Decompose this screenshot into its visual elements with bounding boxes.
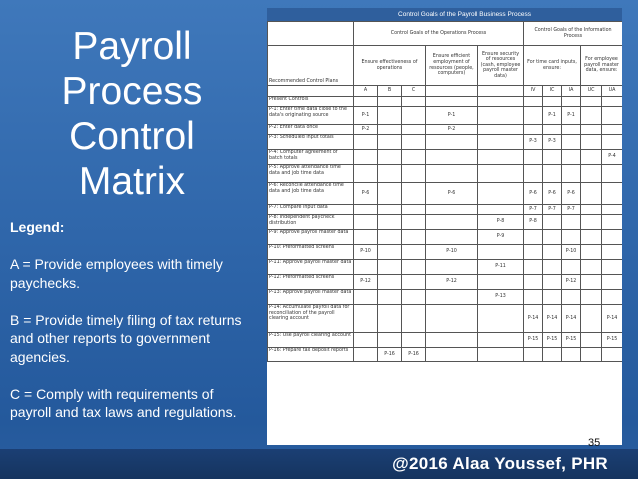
subheader-uc: UC [581, 86, 602, 97]
matrix-cell [426, 165, 478, 183]
matrix-cell [524, 290, 543, 305]
legend [10, 218, 250, 422]
subheader-iv: IV [524, 86, 543, 97]
matrix-cell [602, 205, 622, 215]
matrix-cell [402, 215, 426, 230]
matrix-cell: P-1 [426, 107, 478, 125]
matrix-cell [478, 107, 524, 125]
matrix-cell [426, 215, 478, 230]
matrix-cell [378, 165, 402, 183]
matrix-cell [402, 275, 426, 290]
matrix-cell [354, 205, 378, 215]
control-plan-name: P-16: Prepare tax deposit reports [268, 348, 354, 362]
matrix-cell [562, 260, 581, 275]
matrix-cell [543, 290, 562, 305]
matrix-cell [478, 205, 524, 215]
matrix-cell [524, 150, 543, 165]
matrix-cell [378, 260, 402, 275]
table-row [268, 333, 623, 348]
matrix-cell: P-9 [478, 230, 524, 245]
matrix-cell: P-1 [562, 107, 581, 125]
matrix-cell [581, 275, 602, 290]
control-plan-name: P-1: Enter time data close to the data's originating source [268, 107, 354, 125]
table-row [268, 275, 623, 290]
matrix-cell [426, 260, 478, 275]
table-row [268, 165, 623, 183]
matrix-cell [378, 150, 402, 165]
matrix-cell [402, 205, 426, 215]
matrix-cell [524, 348, 543, 362]
control-plan-name: P-15: Use payroll clearing account [268, 333, 354, 348]
matrix-cell [602, 183, 622, 205]
matrix-cell [354, 165, 378, 183]
control-plan-name: P-3: Scheduled input totals [268, 135, 354, 150]
matrix-table [267, 21, 622, 362]
matrix-cell: P-3 [524, 135, 543, 150]
subheader-b: B [378, 86, 402, 97]
matrix-cell [524, 107, 543, 125]
footer-bar [0, 449, 638, 479]
matrix-cell [402, 333, 426, 348]
table-row [268, 135, 623, 150]
title-line: Matrix [78, 160, 186, 203]
section-label: Present Controls [268, 97, 354, 107]
matrix-cell: P-14 [524, 305, 543, 333]
control-plan-name: P-9: Approve payroll master data [268, 230, 354, 245]
matrix-cell: P-6 [426, 183, 478, 205]
matrix-cell [524, 230, 543, 245]
matrix-cell [354, 215, 378, 230]
table-row [268, 245, 623, 260]
matrix-cell [543, 245, 562, 260]
matrix-cell: P-13 [478, 290, 524, 305]
control-plan-name: P-11: Approve payroll master data [268, 260, 354, 275]
matrix-cell: P-12 [426, 275, 478, 290]
matrix-cell [581, 135, 602, 150]
col-security: Ensure security of resources (cash, employee payroll master data) [478, 46, 524, 86]
control-plan-name: P-13: Approve payroll master data [268, 290, 354, 305]
matrix-cell [478, 305, 524, 333]
matrix-cell [478, 135, 524, 150]
subheader-ia: IA [562, 86, 581, 97]
matrix-cell [378, 125, 402, 135]
subheader-a: A [354, 86, 378, 97]
matrix-cell: P-7 [524, 205, 543, 215]
matrix-cell [581, 260, 602, 275]
matrix-cell [378, 107, 402, 125]
matrix-cell [478, 275, 524, 290]
matrix-cell [354, 150, 378, 165]
matrix-cell [402, 150, 426, 165]
matrix-cell: P-15 [562, 333, 581, 348]
subheader-blank [268, 86, 354, 97]
matrix-cell: P-12 [562, 275, 581, 290]
matrix-cell [524, 245, 543, 260]
matrix-cell: P-1 [543, 107, 562, 125]
matrix-cell [354, 290, 378, 305]
control-plan-name: P-12: Preformatted screens [268, 275, 354, 290]
matrix-cell [378, 290, 402, 305]
matrix-cell: P-6 [562, 183, 581, 205]
table-row [268, 150, 623, 165]
matrix-cell: P-2 [354, 125, 378, 135]
matrix-cell: P-3 [543, 135, 562, 150]
col-efficient: Ensure efficient employment of resources (people, computers) [426, 46, 478, 86]
matrix-cell: P-6 [524, 183, 543, 205]
matrix-cell [562, 165, 581, 183]
matrix-cell: P-7 [562, 205, 581, 215]
matrix-cell: P-10 [562, 245, 581, 260]
title-line: Payroll [72, 25, 192, 68]
subheader-c: C [402, 86, 426, 97]
matrix-cell [402, 290, 426, 305]
matrix-cell [402, 135, 426, 150]
table-row [268, 348, 623, 362]
matrix-cell [402, 260, 426, 275]
matrix-cell [543, 260, 562, 275]
matrix-cell [602, 260, 622, 275]
matrix-cell [581, 107, 602, 125]
title-line: Control [69, 115, 195, 158]
matrix-cell: P-6 [543, 183, 562, 205]
matrix-cell [543, 150, 562, 165]
matrix-cell [581, 150, 602, 165]
matrix-cell: P-15 [602, 333, 622, 348]
footer-credit: @2016 Alaa Youssef, PHR [392, 454, 608, 473]
matrix-cell [426, 205, 478, 215]
col-master-data: For employee payroll master data, ensure: [581, 46, 622, 86]
recommended-plans-label: Recommended Control Plans [268, 46, 354, 86]
col-time-card: For time card inputs, ensure: [524, 46, 581, 86]
matrix-cell [478, 183, 524, 205]
matrix-cell [378, 275, 402, 290]
matrix-cell: P-15 [524, 333, 543, 348]
matrix-cell [602, 348, 622, 362]
matrix-cell [602, 275, 622, 290]
control-plan-name: P-4: Computer agreement of batch totals [268, 150, 354, 165]
matrix-cell [378, 230, 402, 245]
table-row [268, 290, 623, 305]
matrix-cell: P-10 [354, 245, 378, 260]
matrix-cell [562, 230, 581, 245]
slide-title [34, 24, 230, 204]
matrix-cell [402, 125, 426, 135]
matrix-cell [378, 305, 402, 333]
matrix-cell [543, 215, 562, 230]
matrix-cell [478, 125, 524, 135]
matrix-cell [378, 333, 402, 348]
page-number: 35 [588, 437, 601, 449]
matrix-cell [581, 290, 602, 305]
matrix-cell [543, 348, 562, 362]
matrix-cell [602, 230, 622, 245]
matrix-cell [426, 230, 478, 245]
table-row [268, 183, 623, 205]
matrix-cell [378, 183, 402, 205]
matrix-cell [402, 230, 426, 245]
matrix-cell [426, 305, 478, 333]
group-operations: Control Goals of the Operations Process [354, 22, 524, 46]
matrix-cell [581, 183, 602, 205]
matrix-cell [581, 165, 602, 183]
matrix-cell [543, 230, 562, 245]
matrix-cell [354, 260, 378, 275]
matrix-cell [402, 305, 426, 333]
matrix-cell [354, 348, 378, 362]
control-plan-name: P-10: Preformatted screens [268, 245, 354, 260]
matrix-cell [426, 290, 478, 305]
col-effectiveness: Ensure effectiveness of operations [354, 46, 426, 86]
matrix-title: Control Goals of the Payroll Business Process [267, 8, 622, 21]
matrix-cell [602, 215, 622, 230]
matrix-cell: P-14 [543, 305, 562, 333]
table-row [268, 125, 623, 135]
matrix-cell [354, 230, 378, 245]
matrix-cell [354, 333, 378, 348]
matrix-cell: P-4 [602, 150, 622, 165]
matrix-cell: P-1 [354, 107, 378, 125]
legend-item-c: C = Comply with requirements of payroll and tax laws and regulations. [10, 385, 237, 420]
matrix-cell [581, 348, 602, 362]
table-row [268, 205, 623, 215]
matrix-cell: P-7 [543, 205, 562, 215]
matrix-cell [562, 125, 581, 135]
matrix-cell [524, 260, 543, 275]
matrix-cell [402, 107, 426, 125]
matrix-cell [354, 135, 378, 150]
matrix-cell [354, 305, 378, 333]
control-plan-name: P-8: Independent paycheck distribution [268, 215, 354, 230]
matrix-cell [402, 183, 426, 205]
table-row [268, 230, 623, 245]
matrix-cell [581, 305, 602, 333]
matrix-cell: P-14 [562, 305, 581, 333]
matrix-cell [562, 290, 581, 305]
matrix-cell [478, 348, 524, 362]
control-plan-name: P-6: Reconcile attendance time data and job time data [268, 183, 354, 205]
matrix-cell [602, 125, 622, 135]
control-plan-name: P-14: Accumulate payroll data for reconciliation of the payroll clearing account [268, 305, 354, 333]
legend-heading: Legend: [10, 219, 65, 235]
legend-item-b: B = Provide timely filing of tax returns and other reports to government agencies. [10, 311, 242, 365]
matrix-cell [524, 125, 543, 135]
table-row [268, 107, 623, 125]
matrix-cell: P-8 [478, 215, 524, 230]
subheader-ic: IC [543, 86, 562, 97]
legend-item-a: A = Provide employees with timely paychecks. [10, 256, 223, 291]
matrix-cell [402, 165, 426, 183]
subheader-ua: UA [602, 86, 622, 97]
matrix-cell [581, 125, 602, 135]
matrix-cell [378, 215, 402, 230]
matrix-cell [562, 348, 581, 362]
matrix-cell [378, 135, 402, 150]
matrix-cell [426, 348, 478, 362]
matrix-cell [543, 165, 562, 183]
matrix-cell [543, 125, 562, 135]
matrix-cell [602, 107, 622, 125]
matrix-cell [581, 333, 602, 348]
matrix-cell [562, 135, 581, 150]
matrix-cell [478, 165, 524, 183]
subheader-blank [426, 86, 478, 97]
matrix-cell [581, 205, 602, 215]
matrix-cell: P-6 [354, 183, 378, 205]
matrix-cell [402, 245, 426, 260]
matrix-cell [524, 165, 543, 183]
control-plan-name: P-5: Approve attendance time data and job time data [268, 165, 354, 183]
matrix-cell [602, 165, 622, 183]
matrix-cell: P-8 [524, 215, 543, 230]
control-plan-name: P-2: Enter data once [268, 125, 354, 135]
matrix-cell [602, 135, 622, 150]
matrix-cell [426, 333, 478, 348]
table-row [268, 260, 623, 275]
matrix-cell [581, 230, 602, 245]
control-matrix [267, 8, 622, 445]
table-row [268, 215, 623, 230]
matrix-cell: P-2 [426, 125, 478, 135]
matrix-cell [602, 290, 622, 305]
matrix-cell [581, 215, 602, 230]
title-line: Process [61, 70, 203, 113]
matrix-cell: P-12 [354, 275, 378, 290]
matrix-cell [426, 150, 478, 165]
matrix-cell: P-15 [543, 333, 562, 348]
matrix-cell: P-16 [402, 348, 426, 362]
matrix-cell: P-14 [602, 305, 622, 333]
matrix-cell [524, 275, 543, 290]
matrix-cell [478, 333, 524, 348]
matrix-cell [426, 135, 478, 150]
matrix-cell [378, 245, 402, 260]
matrix-cell [562, 150, 581, 165]
subheader-blank [478, 86, 524, 97]
matrix-cell [562, 215, 581, 230]
matrix-cell: P-11 [478, 260, 524, 275]
matrix-cell [478, 245, 524, 260]
matrix-cell [602, 245, 622, 260]
matrix-cell [378, 205, 402, 215]
table-row [268, 305, 623, 333]
group-information: Control Goals of the Information Process [524, 22, 622, 46]
matrix-cell [543, 275, 562, 290]
matrix-cell: P-16 [378, 348, 402, 362]
matrix-body [268, 107, 623, 362]
matrix-cell: P-10 [426, 245, 478, 260]
matrix-cell [581, 245, 602, 260]
matrix-cell [478, 150, 524, 165]
matrix-corner [268, 22, 354, 46]
control-plan-name: P-7: Compare input data [268, 205, 354, 215]
